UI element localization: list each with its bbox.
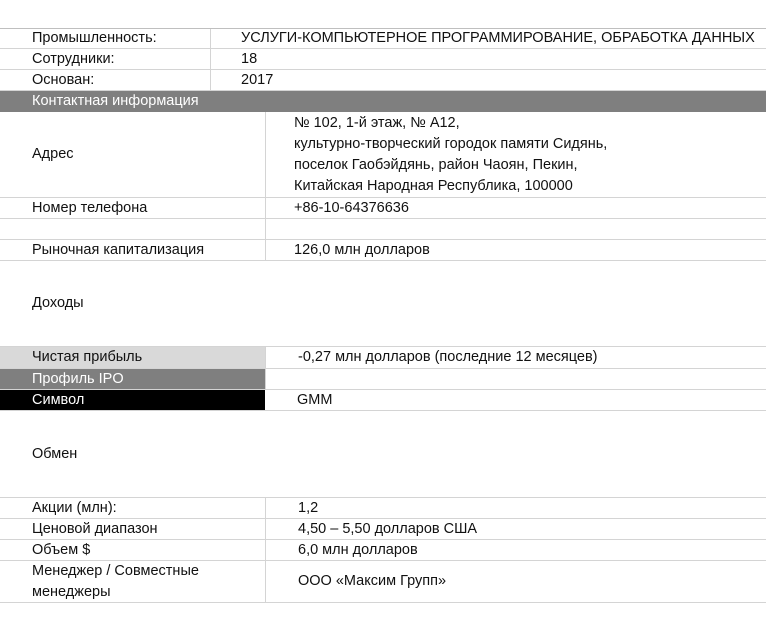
founded-row bbox=[0, 70, 766, 91]
symbol-row bbox=[0, 390, 766, 411]
industry-value: УСЛУГИ-КОМПЬЮТЕРНОЕ ПРОГРАММИРОВАНИЕ, ОБРАБОТКА ДАННЫХ bbox=[210, 29, 766, 48]
employees-row bbox=[0, 49, 766, 70]
market-cap-row bbox=[0, 240, 766, 261]
net-income-row bbox=[0, 347, 766, 369]
managers-label-line-1: Менеджер / Совместные bbox=[32, 562, 199, 579]
ipo-section-header bbox=[0, 369, 766, 390]
empty-row bbox=[0, 219, 766, 240]
ipo-header-empty bbox=[265, 369, 766, 389]
contact-section-header bbox=[0, 91, 766, 112]
phone-row bbox=[0, 198, 766, 219]
founded-value: 2017 bbox=[210, 70, 766, 90]
founded-label: Основан: bbox=[32, 71, 95, 88]
address-label: Адрес bbox=[32, 146, 74, 162]
price-range-label: Ценовой диапазон bbox=[32, 520, 158, 537]
net-income-value: -0,27 млн долларов (последние 12 месяцев) bbox=[265, 347, 766, 368]
industry-label: Промышленность: bbox=[32, 30, 157, 46]
employees-label: Сотрудники: bbox=[32, 50, 115, 67]
address-row bbox=[0, 112, 766, 198]
market-cap-value: 126,0 млн долларов bbox=[265, 240, 766, 260]
net-income-label: Чистая прибыль bbox=[0, 347, 265, 368]
price-range-row bbox=[0, 519, 766, 540]
symbol-value: GMM bbox=[297, 391, 333, 408]
price-range-value: 4,50 – 5,50 долларов США bbox=[265, 519, 766, 539]
managers-label-line-2: менеджеры bbox=[32, 583, 111, 600]
contact-header-label: Контактная информация bbox=[32, 93, 199, 109]
exchange-label: Обмен bbox=[32, 445, 78, 462]
managers-label bbox=[0, 561, 265, 602]
industry-row bbox=[0, 28, 766, 49]
revenue-row bbox=[0, 261, 766, 347]
address-line-1: № 102, 1-й этаж, № A12, bbox=[294, 114, 460, 131]
ipo-header-label: Профиль IPO bbox=[0, 369, 265, 389]
phone-value: +86-10-64376636 bbox=[265, 198, 766, 218]
shares-label: Акции (млн): bbox=[32, 499, 117, 516]
address-line-3: поселок Гаобэйдянь, район Чаоян, Пекин, bbox=[294, 156, 578, 173]
market-cap-label: Рыночная капитализация bbox=[32, 241, 205, 258]
employees-value: 18 bbox=[210, 49, 766, 69]
phone-label: Номер телефона bbox=[32, 199, 148, 216]
managers-row bbox=[0, 561, 766, 603]
shares-row bbox=[0, 498, 766, 519]
address-line-2: культурно-творческий городок памяти Сидянь, bbox=[294, 135, 608, 152]
revenue-value bbox=[265, 261, 766, 346]
empty-cell bbox=[265, 219, 766, 239]
volume-value: 6,0 млн долларов bbox=[265, 540, 766, 560]
address-line-4: Китайская Народная Республика, 100000 bbox=[294, 177, 573, 194]
managers-value: ООО «Максим Групп» bbox=[265, 561, 766, 602]
symbol-label: Символ bbox=[0, 390, 265, 410]
volume-label: Объем $ bbox=[32, 541, 91, 558]
exchange-value bbox=[265, 411, 766, 497]
volume-row bbox=[0, 540, 766, 561]
address-value bbox=[265, 112, 766, 197]
exchange-row bbox=[0, 411, 766, 498]
shares-value: 1,2 bbox=[265, 498, 766, 518]
revenue-label: Доходы bbox=[32, 295, 84, 311]
